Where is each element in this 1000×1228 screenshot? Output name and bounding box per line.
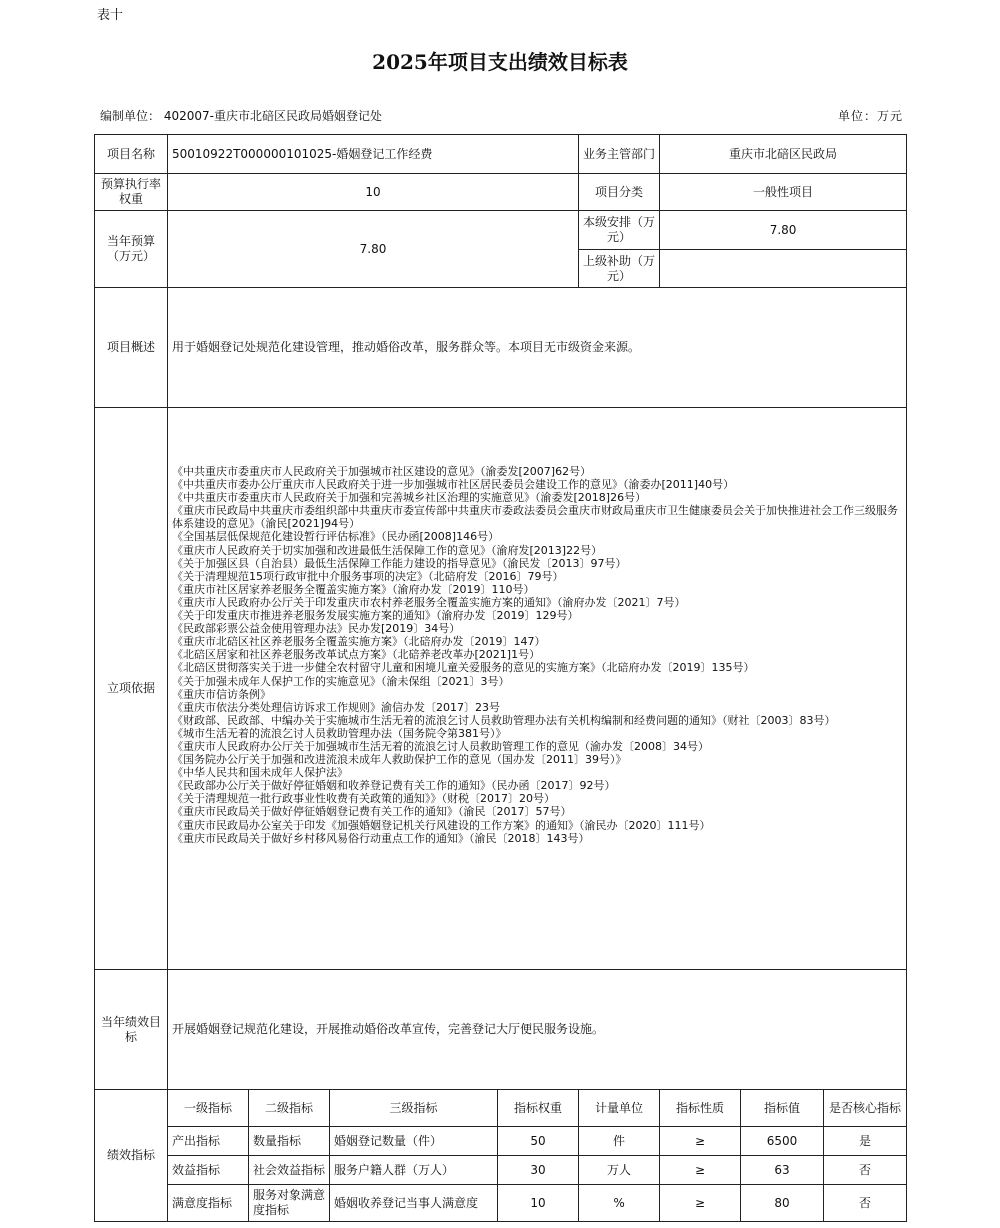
category-value: 一般性项目 <box>660 174 907 211</box>
basis-item: 《关于清理规范15项行政审批中介服务事项的决定》（北碚府发〔2016〕79号） <box>172 569 564 583</box>
basis-item: 《重庆市依法分类处理信访诉求工作规则》渝信办发〔2017〕23号 <box>172 700 500 714</box>
indicator-header-cell: 一级指标 <box>168 1090 249 1127</box>
basis-item: 《重庆市民政局关于做好停征婚姻登记费有关工作的通知》（渝民〔2017〕57号） <box>172 805 572 819</box>
basis-item: 《民政部彩票公益金使用管理办法》民办发[2019〕34号） <box>172 622 461 636</box>
indicator-cell: % <box>579 1185 660 1222</box>
performance-target-table <box>94 134 907 1222</box>
indicator-row <box>95 1156 907 1185</box>
basis-item: 《重庆市民政局办公室关于印发《加强婚姻登记机关行风建设的工作方案》的通知》（渝民办〔2020〕111号） <box>172 818 711 832</box>
indicator-cell: 万人 <box>579 1156 660 1185</box>
basis-item: 《北碚区贯彻落实关于进一步健全农村留守儿童和困境儿童关爱服务的意见的实施方案》（北碚府办发〔2019〕135号） <box>172 661 755 675</box>
basis-item: 《重庆市信访条例》 <box>172 687 271 701</box>
budget-value: 7.80 <box>168 211 579 288</box>
basis-item: 《国务院办公厅关于加强和改进流浪未成年人救助保护工作的意见（国办发〔2011〕39号）》 <box>172 753 627 767</box>
upper-funding-value <box>660 250 907 288</box>
indicator-cell: 服务对象满意度指标 <box>249 1185 330 1222</box>
basis-item: 《关于加强未成年人保护工作的实施意见》（渝未保组〔2021〕3号） <box>172 674 510 688</box>
indicator-cell: ≥ <box>660 1185 741 1222</box>
dept-value: 重庆市北碚区民政局 <box>660 135 907 174</box>
basis-item: 《重庆市人民政府办公厅关于印发重庆市农村养老服务全覆盖实施方案的通知》（渝府办发〔2021〕7号） <box>172 595 686 609</box>
goal-label: 当年绩效目标 <box>95 970 168 1090</box>
basis-item: 《重庆市人民政府关于切实加强和改进最低生活保障工作的意见》（渝府发[2013]22号） <box>172 543 603 557</box>
compiling-unit <box>100 107 382 124</box>
basis-item: 《关于清理规范一批行政事业性收费有关政策的通知》》（财税〔2017〕20号） <box>172 792 555 806</box>
local-funding-value: 7.80 <box>660 211 907 250</box>
indicator-cell: 满意度指标 <box>168 1185 249 1222</box>
indicator-header-cell: 计量单位 <box>579 1090 660 1127</box>
weight-label: 预算执行率权重 <box>95 174 168 211</box>
budget-row <box>95 211 907 250</box>
basis-item: 《重庆市民政局关于做好乡村移风易俗行动重点工作的通知》（渝民〔2018〕143号） <box>172 831 590 845</box>
indicator-cell: 6500 <box>741 1127 824 1156</box>
indicator-header-cell: 二级指标 <box>249 1090 330 1127</box>
indicator-cell: 30 <box>498 1156 579 1185</box>
local-funding-label: 本级安排（万元） <box>579 211 660 250</box>
basis-item: 《民政部办公厅关于做好停征婚姻和收养登记费有关工作的通知》（民办函〔2017〕92号） <box>172 779 616 793</box>
indicator-cell: 否 <box>824 1156 907 1185</box>
indicator-cell: 婚姻登记数量（件） <box>330 1127 498 1156</box>
indicator-cell: 80 <box>741 1185 824 1222</box>
weight-row <box>95 174 907 211</box>
indicator-header-row <box>95 1090 907 1127</box>
indicator-cell: 是 <box>824 1127 907 1156</box>
goal-value: 开展婚姻登记规范化建设，开展推动婚俗改革宣传，完善登记大厅便民服务设施。 <box>168 970 907 1090</box>
basis-item: 《北碚区居家和社区养老服务改革试点方案》（北碚养老改革办[2021]1号） <box>172 648 541 662</box>
indicator-cell: 婚姻收养登记当事人满意度 <box>330 1185 498 1222</box>
compiling-unit-value: 402007-重庆市北碚区民政局婚姻登记处 <box>163 109 382 123</box>
goal-row <box>95 970 907 1090</box>
upper-funding-label: 上级补助（万元） <box>579 250 660 288</box>
page-title: 2025年项目支出绩效目标表 <box>372 50 628 74</box>
budget-label: 当年预算（万元） <box>95 211 168 288</box>
indicator-cell: 数量指标 <box>249 1127 330 1156</box>
currency-unit: 单位：万元 <box>837 109 903 123</box>
basis-item: 《财政部、民政部、中编办关于实施城市生活无着的流浪乞讨人员救助管理办法有关机构编制和经费问题的通知》（财社〔2003〕83号） <box>172 713 836 727</box>
basis-list <box>168 408 907 970</box>
indicator-cell: 社会效益指标 <box>249 1156 330 1185</box>
basis-item: 《中华人民共和国未成年人保护法》 <box>172 766 348 780</box>
overview-value: 用于婚姻登记处规范化建设管理，推动婚俗改革，服务群众等。本项目无市级资金来源。 <box>168 288 907 408</box>
basis-row <box>95 408 907 970</box>
basis-item: 《全国基层低保规范化建设暂行评估标准》（民办函[2008]146号） <box>172 530 500 544</box>
indicator-cell: 服务户籍人群（万人） <box>330 1156 498 1185</box>
basis-item: 《中共重庆市委重庆市人民政府关于加强城市社区建设的意见》（渝委发[2007]62号） <box>172 465 592 478</box>
basis-item: 《中共重庆市委重庆市人民政府关于加强和完善城乡社区治理的实施意见》（渝委发[2018]26号） <box>172 491 647 505</box>
overview-row <box>95 288 907 408</box>
compiling-unit-label: 编制单位： <box>100 109 161 123</box>
project-name-value: 50010922T000000101025-婚姻登记工作经费 <box>168 135 579 174</box>
indicator-cell: 10 <box>498 1185 579 1222</box>
basis-label: 立项依据 <box>95 408 168 970</box>
basis-item: 《关于加强区县（自治县）最低生活保障工作能力建设的指导意见》（渝民发〔2013〕97号） <box>172 556 627 570</box>
weight-value: 10 <box>168 174 579 211</box>
indicator-cell: 50 <box>498 1127 579 1156</box>
basis-item: 《重庆市社区居家养老服务全覆盖实施方案》（渝府办发〔2019〕110号） <box>172 582 535 596</box>
dept-label: 业务主管部门 <box>579 135 660 174</box>
indicator-cell: 63 <box>741 1156 824 1185</box>
table-number-label: 表十 <box>97 8 124 23</box>
project-name-label: 项目名称 <box>95 135 168 174</box>
indicator-header-cell: 指标权重 <box>498 1090 579 1127</box>
basis-item: 《城市生活无着的流浪乞讨人员救助管理办法（国务院令第381号）》 <box>172 726 507 740</box>
basis-item: 《重庆市民政局中共重庆市委组织部中共重庆市委宣传部中共重庆市委政法委员会重庆市财政局重庆市卫生健康委员会关于加快推进社会工作三级服务体系建设的意见》（渝民[2021]94号） <box>172 504 898 531</box>
indicators-section-label: 绩效指标 <box>95 1090 168 1222</box>
indicator-cell: ≥ <box>660 1156 741 1185</box>
overview-label: 项目概述 <box>95 288 168 408</box>
basis-item: 《重庆市北碚区社区养老服务全覆盖实施方案》（北碚府办发〔2019〕147） <box>172 635 546 649</box>
project-name-row <box>95 135 907 174</box>
indicator-row <box>95 1185 907 1222</box>
indicator-row <box>95 1127 907 1156</box>
indicator-header-cell: 指标值 <box>741 1090 824 1127</box>
basis-item: 《中共重庆市委办公厅重庆市人民政府关于进一步加强城市社区居民委员会建设工作的意见》（渝委办[2011]40号） <box>172 478 735 492</box>
indicator-header-cell: 指标性质 <box>660 1090 741 1127</box>
indicator-cell: 效益指标 <box>168 1156 249 1185</box>
indicator-cell: 否 <box>824 1185 907 1222</box>
indicator-header-cell: 三级指标 <box>330 1090 498 1127</box>
indicator-cell: 产出指标 <box>168 1127 249 1156</box>
indicator-header-cell: 是否核心指标 <box>824 1090 907 1127</box>
category-label: 项目分类 <box>579 174 660 211</box>
basis-item: 《重庆市人民政府办公厅关于加强城市生活无着的流浪乞讨人员救助管理工作的意见（渝办发〔2008〕34号） <box>172 739 709 753</box>
indicator-cell: ≥ <box>660 1127 741 1156</box>
basis-item: 《关于印发重庆市推进养老服务发展实施方案的通知》（渝府办发〔2019〕129号） <box>172 609 579 623</box>
indicator-cell: 件 <box>579 1127 660 1156</box>
